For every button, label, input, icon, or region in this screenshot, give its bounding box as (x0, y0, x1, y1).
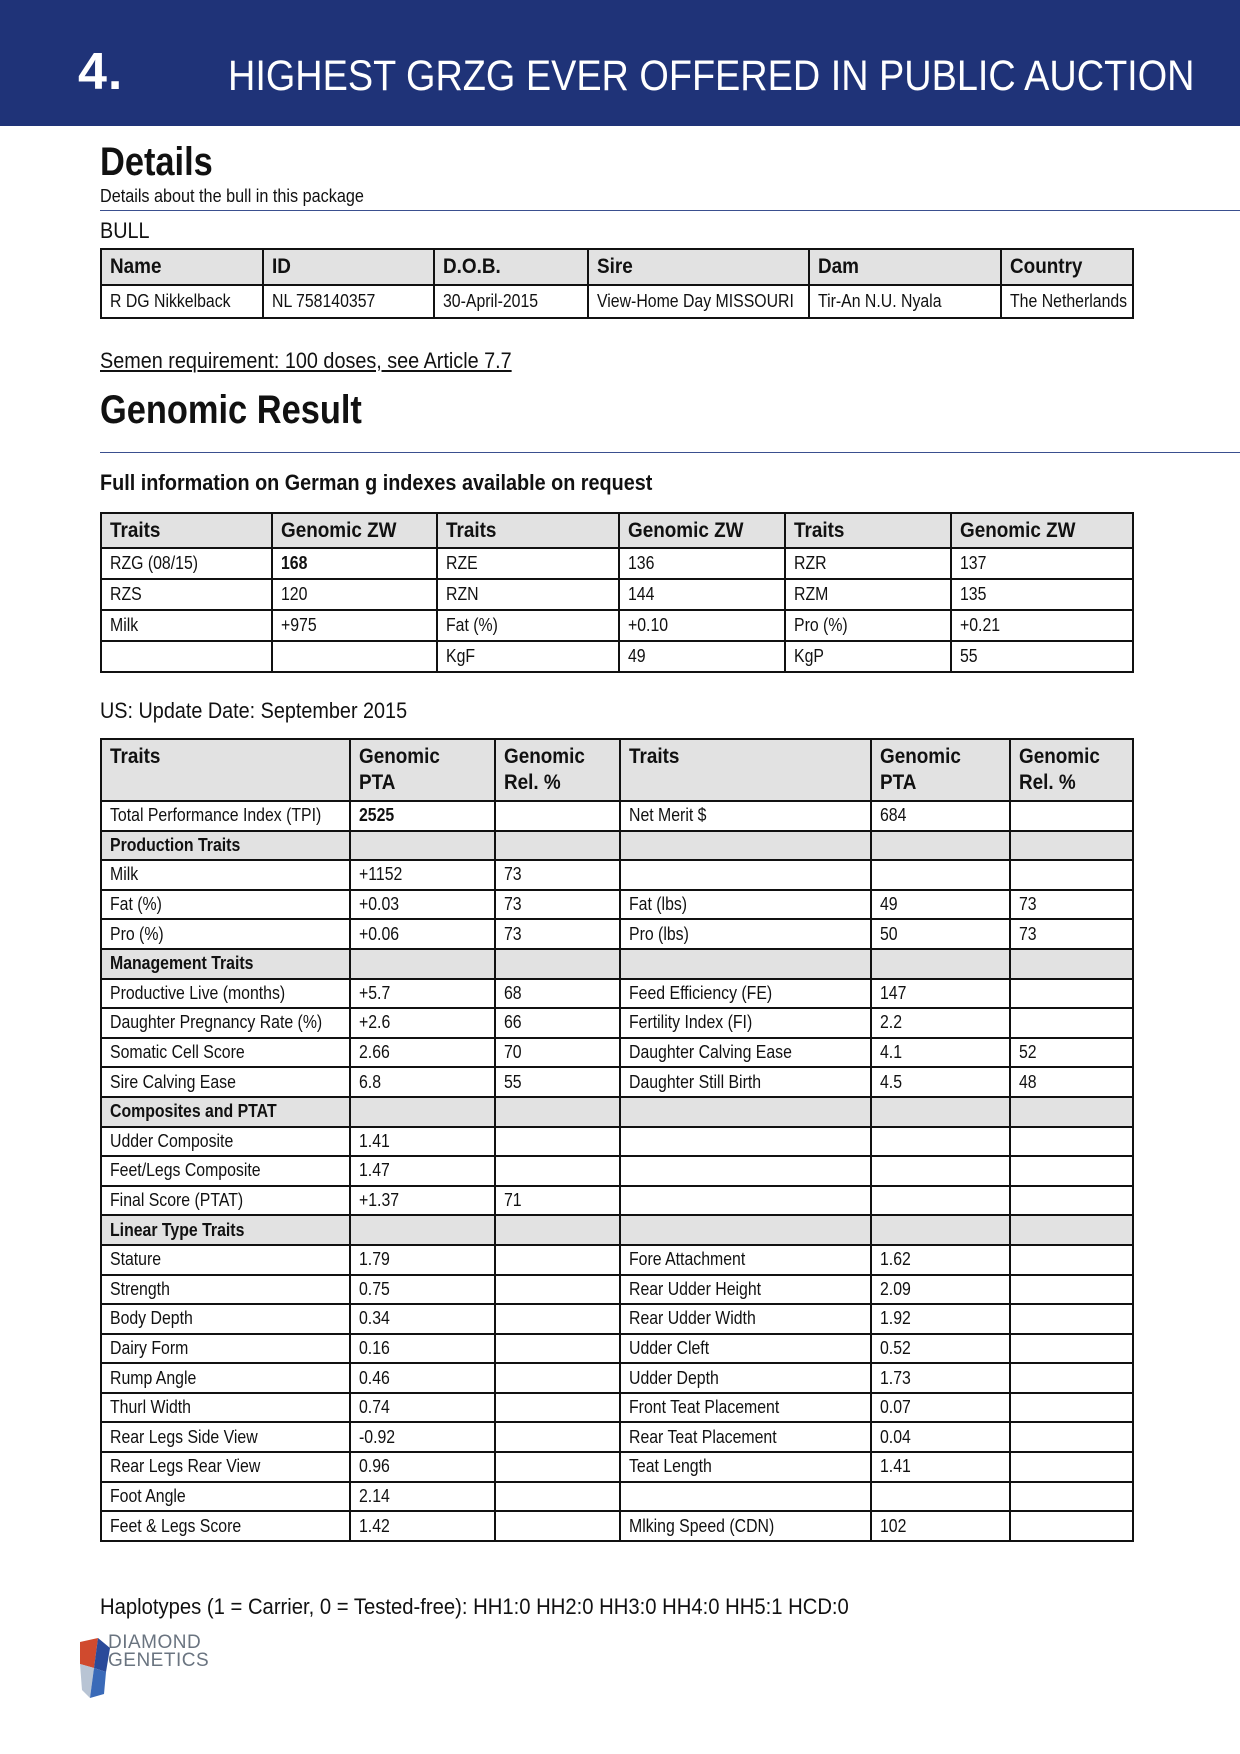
table-cell (1010, 1482, 1133, 1512)
table-cell: Fat (%) (101, 890, 350, 920)
table-cell (495, 1334, 620, 1364)
table-cell: Composites and PTAT (101, 1097, 350, 1127)
table-cell: Rump Angle (101, 1363, 350, 1393)
haplotypes-note: Haplotypes (1 = Carrier, 0 = Tested-free): HH1:0 HH2:0 HH3:0 HH4:0 HH5:1 HCD:0 (100, 1594, 849, 1619)
table-row (101, 1067, 1133, 1097)
table-cell: 1.73 (871, 1363, 1010, 1393)
table-row (101, 285, 1133, 318)
table-row (101, 1482, 1133, 1512)
section-row (101, 1097, 1133, 1127)
table-cell: NL 758140357 (263, 285, 434, 318)
logo-line1: DIAMOND (108, 1632, 202, 1653)
table-cell (871, 1186, 1010, 1216)
table-cell: 71 (495, 1186, 620, 1216)
table-cell: RZS (101, 579, 272, 610)
table-cell: KgF (437, 641, 619, 672)
table-cell (495, 1393, 620, 1423)
table-row (101, 641, 1133, 672)
column-header: Sire (588, 249, 809, 285)
column-header: Country (1001, 249, 1133, 285)
table-row (101, 1127, 1133, 1157)
table-cell (1010, 801, 1133, 831)
table-cell: Rear Udder Height (620, 1275, 871, 1305)
table-cell: Strength (101, 1275, 350, 1305)
table-cell: Front Teat Placement (620, 1393, 871, 1423)
table-cell (495, 1097, 620, 1127)
table-row (101, 1422, 1133, 1452)
table-cell (1010, 1393, 1133, 1423)
column-header: Traits (620, 739, 871, 801)
table-cell (1010, 1008, 1133, 1038)
table-cell: Net Merit $ (620, 801, 871, 831)
table-row (101, 1334, 1133, 1364)
table-cell: 55 (951, 641, 1133, 672)
diamond-genetics-logo (80, 1632, 240, 1702)
divider (100, 210, 1240, 211)
table-cell: Fertility Index (FI) (620, 1008, 871, 1038)
table-cell (1010, 1097, 1133, 1127)
table-cell: 684 (871, 801, 1010, 831)
column-header: Traits (437, 513, 619, 548)
table-cell: 144 (619, 579, 785, 610)
table-cell: Total Performance Index (TPI) (101, 801, 350, 831)
table-cell (871, 1097, 1010, 1127)
table-cell (871, 1215, 1010, 1245)
table-cell: Rear Udder Width (620, 1304, 871, 1334)
table-cell: 0.46 (350, 1363, 495, 1393)
table-cell (871, 1482, 1010, 1512)
genomic-heading: Genomic Result (100, 388, 362, 432)
table-cell: Fore Attachment (620, 1245, 871, 1275)
table-row (101, 1511, 1133, 1541)
table-cell (620, 1186, 871, 1216)
table-cell: 1.47 (350, 1156, 495, 1186)
table-cell: 6.8 (350, 1067, 495, 1097)
us-genomic-table (100, 738, 1134, 1542)
table-cell: 0.96 (350, 1452, 495, 1482)
semen-requirement: Semen requirement: 100 doses, see Article 7.7 (100, 348, 512, 373)
table-row (101, 890, 1133, 920)
table-cell: Rear Teat Placement (620, 1422, 871, 1452)
table-cell: Fat (lbs) (620, 890, 871, 920)
table-cell (101, 641, 272, 672)
divider (100, 452, 1240, 453)
table-cell: 30-April-2015 (434, 285, 588, 318)
table-row (101, 579, 1133, 610)
table-cell (495, 831, 620, 861)
german-note: Full information on German g indexes available on request (100, 470, 653, 495)
table-cell: 73 (495, 919, 620, 949)
table-cell: R DG Nikkelback (101, 285, 263, 318)
section-row (101, 831, 1133, 861)
column-header: Name (101, 249, 263, 285)
column-header: Traits (101, 739, 350, 801)
table-cell: Udder Cleft (620, 1334, 871, 1364)
table-cell (871, 1156, 1010, 1186)
table-cell (1010, 1245, 1133, 1275)
table-cell: 0.04 (871, 1422, 1010, 1452)
table-cell: Daughter Calving Ease (620, 1038, 871, 1068)
section-row (101, 949, 1133, 979)
table-cell (350, 1097, 495, 1127)
logo-line2: GENETICS (108, 1650, 210, 1671)
table-cell (1010, 1511, 1133, 1541)
table-cell: 2.2 (871, 1008, 1010, 1038)
table-cell: Foot Angle (101, 1482, 350, 1512)
table-cell: Daughter Still Birth (620, 1067, 871, 1097)
table-cell: The Netherlands (1001, 285, 1133, 318)
table-cell: +975 (272, 610, 437, 641)
table-cell (495, 1245, 620, 1275)
table-cell: Feet & Legs Score (101, 1511, 350, 1541)
table-cell (350, 949, 495, 979)
table-cell: Milk (101, 610, 272, 641)
table-cell: Fat (%) (437, 610, 619, 641)
table-cell (1010, 1304, 1133, 1334)
table-cell (1010, 1363, 1133, 1393)
table-cell: Management Traits (101, 949, 350, 979)
table-cell: 1.42 (350, 1511, 495, 1541)
table-cell: 70 (495, 1038, 620, 1068)
table-cell (495, 801, 620, 831)
table-row (101, 610, 1133, 641)
table-cell: 4.1 (871, 1038, 1010, 1068)
table-cell: RZM (785, 579, 951, 610)
column-header: Traits (101, 513, 272, 548)
table-cell (350, 831, 495, 861)
table-cell (495, 1482, 620, 1512)
table-cell: 68 (495, 979, 620, 1009)
table-cell: 0.52 (871, 1334, 1010, 1364)
table-cell: -0.92 (350, 1422, 495, 1452)
table-cell (1010, 1334, 1133, 1364)
table-cell: 4.5 (871, 1067, 1010, 1097)
table-cell: 48 (1010, 1067, 1133, 1097)
table-cell: 49 (619, 641, 785, 672)
table-cell: +1152 (350, 860, 495, 890)
table-cell: 2.14 (350, 1482, 495, 1512)
table-cell (1010, 979, 1133, 1009)
table-row (101, 919, 1133, 949)
table-cell: Dairy Form (101, 1334, 350, 1364)
table-cell: 135 (951, 579, 1133, 610)
table-cell (620, 949, 871, 979)
table-cell (495, 1127, 620, 1157)
column-header: D.O.B. (434, 249, 588, 285)
bull-table (100, 248, 1134, 319)
table-cell (495, 1422, 620, 1452)
table-cell (495, 1215, 620, 1245)
table-row (101, 1038, 1133, 1068)
section-row (101, 1215, 1133, 1245)
details-heading: Details (100, 140, 213, 184)
table-cell (495, 1452, 620, 1482)
table-cell: 137 (951, 548, 1133, 579)
bull-label: BULL (100, 218, 150, 243)
details-subtitle: Details about the bull in this package (100, 186, 364, 206)
table-row (101, 1304, 1133, 1334)
column-header: Genomic Rel. % (1010, 739, 1133, 801)
table-cell: Sire Calving Ease (101, 1067, 350, 1097)
table-cell (1010, 1422, 1133, 1452)
table-cell (495, 1275, 620, 1305)
table-cell: +0.21 (951, 610, 1133, 641)
table-cell (620, 1482, 871, 1512)
table-cell: Thurl Width (101, 1393, 350, 1423)
table-cell: Udder Composite (101, 1127, 350, 1157)
table-cell (871, 860, 1010, 890)
us-update-date: US: Update Date: September 2015 (100, 698, 408, 723)
table-cell: Pro (lbs) (620, 919, 871, 949)
table-row (101, 1008, 1133, 1038)
table-cell: View-Home Day MISSOURI (588, 285, 809, 318)
table-cell: Mlking Speed (CDN) (620, 1511, 871, 1541)
table-cell (1010, 831, 1133, 861)
table-cell (495, 949, 620, 979)
table-row (101, 1186, 1133, 1216)
column-header: Genomic ZW (272, 513, 437, 548)
table-cell: Productive Live (months) (101, 979, 350, 1009)
column-header: Genomic Rel. % (495, 739, 620, 801)
table-cell (1010, 1275, 1133, 1305)
table-cell: 2525 (350, 801, 495, 831)
table-cell: 1.79 (350, 1245, 495, 1275)
table-cell (620, 831, 871, 861)
column-header: Genomic ZW (951, 513, 1133, 548)
table-cell (495, 1363, 620, 1393)
table-cell: 52 (1010, 1038, 1133, 1068)
table-cell: RZG (08/15) (101, 548, 272, 579)
table-cell: Rear Legs Side View (101, 1422, 350, 1452)
table-cell: Production Traits (101, 831, 350, 861)
table-cell: Feed Efficiency (FE) (620, 979, 871, 1009)
table-cell: RZR (785, 548, 951, 579)
column-header: Genomic ZW (619, 513, 785, 548)
table-cell (1010, 1452, 1133, 1482)
table-row (101, 1363, 1133, 1393)
table-cell (620, 1127, 871, 1157)
table-row (101, 1452, 1133, 1482)
table-cell (1010, 860, 1133, 890)
table-cell (871, 949, 1010, 979)
table-cell: Body Depth (101, 1304, 350, 1334)
table-cell (1010, 1215, 1133, 1245)
table-cell (620, 1215, 871, 1245)
table-cell: 55 (495, 1067, 620, 1097)
table-row (101, 1245, 1133, 1275)
table-cell: +1.37 (350, 1186, 495, 1216)
table-cell: 66 (495, 1008, 620, 1038)
table-cell: RZN (437, 579, 619, 610)
table-cell: 0.16 (350, 1334, 495, 1364)
table-cell (871, 1127, 1010, 1157)
table-cell: 73 (1010, 919, 1133, 949)
table-cell (272, 641, 437, 672)
table-cell: +5.7 (350, 979, 495, 1009)
table-cell: 1.92 (871, 1304, 1010, 1334)
table-cell: Milk (101, 860, 350, 890)
table-cell (871, 831, 1010, 861)
table-cell: 147 (871, 979, 1010, 1009)
table-cell (620, 1097, 871, 1127)
table-cell: KgP (785, 641, 951, 672)
table-row (101, 860, 1133, 890)
table-cell: 1.62 (871, 1245, 1010, 1275)
page-header (0, 0, 1240, 126)
table-cell: Pro (%) (101, 919, 350, 949)
table-cell: Pro (%) (785, 610, 951, 641)
table-cell: 73 (1010, 890, 1133, 920)
table-cell (1010, 949, 1133, 979)
table-cell (1010, 1186, 1133, 1216)
table-cell: Rear Legs Rear View (101, 1452, 350, 1482)
section-number: 4. (78, 43, 124, 101)
table-cell (350, 1215, 495, 1245)
table-cell: Stature (101, 1245, 350, 1275)
table-cell: +2.6 (350, 1008, 495, 1038)
table-cell: 50 (871, 919, 1010, 949)
column-header: Dam (809, 249, 1001, 285)
table-cell: 102 (871, 1511, 1010, 1541)
column-header: Genomic PTA (350, 739, 495, 801)
table-cell (1010, 1127, 1133, 1157)
table-cell: +0.03 (350, 890, 495, 920)
table-cell: Linear Type Traits (101, 1215, 350, 1245)
table-row (101, 1156, 1133, 1186)
column-header: ID (263, 249, 434, 285)
table-cell (1010, 1156, 1133, 1186)
table-row (101, 979, 1133, 1009)
table-cell (620, 860, 871, 890)
table-cell: 49 (871, 890, 1010, 920)
table-cell (495, 1156, 620, 1186)
table-cell (495, 1511, 620, 1541)
table-cell: 73 (495, 860, 620, 890)
column-header: Genomic PTA (871, 739, 1010, 801)
column-header: Traits (785, 513, 951, 548)
table-cell: 2.66 (350, 1038, 495, 1068)
table-cell: Somatic Cell Score (101, 1038, 350, 1068)
table-cell: 1.41 (871, 1452, 1010, 1482)
table-cell: 73 (495, 890, 620, 920)
table-row (101, 548, 1133, 579)
table-cell: 1.41 (350, 1127, 495, 1157)
table-cell: 136 (619, 548, 785, 579)
table-cell: 0.07 (871, 1393, 1010, 1423)
table-cell: +0.10 (619, 610, 785, 641)
table-cell: Tir-An N.U. Nyala (809, 285, 1001, 318)
table-row (101, 1393, 1133, 1423)
table-cell: Feet/Legs Composite (101, 1156, 350, 1186)
table-cell: Daughter Pregnancy Rate (%) (101, 1008, 350, 1038)
table-cell: Teat Length (620, 1452, 871, 1482)
table-cell: 2.09 (871, 1275, 1010, 1305)
table-cell: RZE (437, 548, 619, 579)
table-cell (620, 1156, 871, 1186)
table-cell (495, 1304, 620, 1334)
logo-diamond-icon (80, 1638, 110, 1700)
table-cell: Udder Depth (620, 1363, 871, 1393)
table-cell: 0.34 (350, 1304, 495, 1334)
table-cell: 168 (272, 548, 437, 579)
table-cell: +0.06 (350, 919, 495, 949)
table-cell: 120 (272, 579, 437, 610)
table-cell: 0.74 (350, 1393, 495, 1423)
table-cell: 0.75 (350, 1275, 495, 1305)
table-cell: Final Score (PTAT) (101, 1186, 350, 1216)
german-index-table (100, 512, 1134, 673)
table-row (101, 801, 1133, 831)
page-title: HIGHEST GRZG EVER OFFERED IN PUBLIC AUCTION (228, 52, 1195, 100)
table-row (101, 1275, 1133, 1305)
